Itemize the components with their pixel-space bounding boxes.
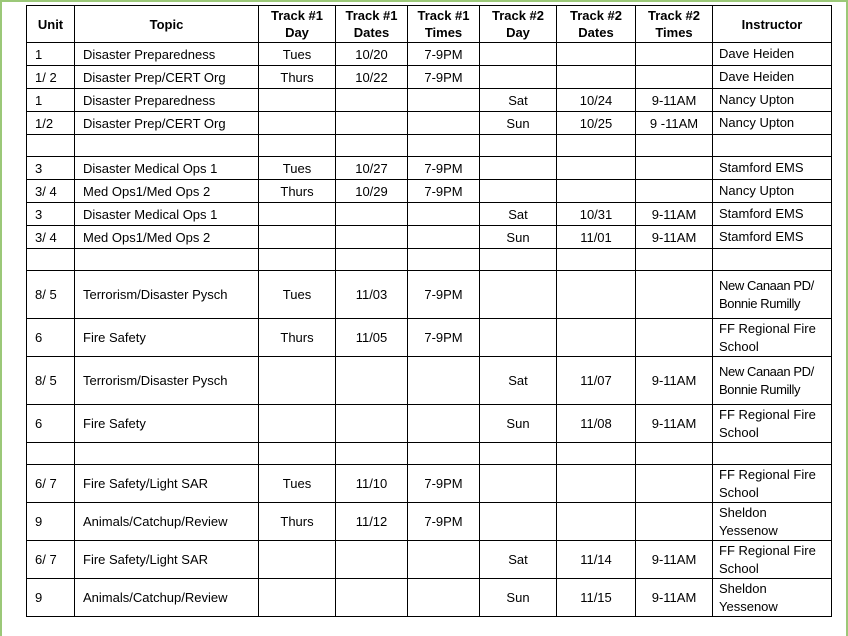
cell-instructor: FF Regional Fire School bbox=[713, 405, 832, 443]
page-border-left bbox=[0, 0, 2, 636]
cell-track2-dates: 10/24 bbox=[557, 89, 636, 112]
cell-track2-times bbox=[636, 180, 713, 203]
cell-instructor: Dave Heiden bbox=[713, 66, 832, 89]
table-row bbox=[27, 89, 832, 112]
cell-track1-day: Tues bbox=[259, 465, 336, 503]
cell-track2-day bbox=[480, 157, 557, 180]
cell-track1-day bbox=[259, 357, 336, 405]
cell-unit: 3 bbox=[27, 157, 75, 180]
cell-track2-dates: 11/08 bbox=[557, 405, 636, 443]
cell-track2-dates bbox=[557, 319, 636, 357]
cell-track2-day: Sun bbox=[480, 226, 557, 249]
page-border-top bbox=[0, 0, 848, 2]
cell-topic: Disaster Medical Ops 1 bbox=[75, 157, 259, 180]
cell-instructor: Dave Heiden bbox=[713, 43, 832, 66]
cell-track1-day bbox=[259, 226, 336, 249]
table-row bbox=[27, 503, 832, 541]
cell-track2-dates: 10/25 bbox=[557, 112, 636, 135]
cell-track1-times bbox=[408, 203, 480, 226]
cell-track1-times: 7-9PM bbox=[408, 180, 480, 203]
table-row bbox=[27, 226, 832, 249]
cell-track2-times: 9-11AM bbox=[636, 405, 713, 443]
cell-track1-times bbox=[408, 226, 480, 249]
cell-track2-dates: 11/15 bbox=[557, 579, 636, 617]
table-row bbox=[27, 249, 832, 271]
table-row bbox=[27, 43, 832, 66]
cell-unit: 9 bbox=[27, 579, 75, 617]
table-row bbox=[27, 465, 832, 503]
cell-track2-times: 9-11AM bbox=[636, 357, 713, 405]
cell-topic: Fire Safety bbox=[75, 405, 259, 443]
cell-track2-dates: 11/07 bbox=[557, 357, 636, 405]
cell-track2-times bbox=[636, 319, 713, 357]
cell-track2-dates: 10/31 bbox=[557, 203, 636, 226]
table-row bbox=[27, 157, 832, 180]
cell-track2-dates: 11/01 bbox=[557, 226, 636, 249]
cell-track1-times bbox=[408, 579, 480, 617]
table-row bbox=[27, 180, 832, 203]
cell-track1-times bbox=[408, 541, 480, 579]
schedule-table bbox=[26, 5, 832, 617]
cell-track1-times: 7-9PM bbox=[408, 465, 480, 503]
cell-track1-dates: 10/22 bbox=[336, 66, 408, 89]
cell-track2-dates bbox=[557, 43, 636, 66]
header-unit: Unit bbox=[27, 6, 75, 43]
cell-topic: Disaster Preparedness bbox=[75, 89, 259, 112]
cell-instructor: Stamford EMS bbox=[713, 203, 832, 226]
cell-track1-day bbox=[259, 203, 336, 226]
cell-track2-dates bbox=[557, 135, 636, 157]
cell-track1-day: Tues bbox=[259, 271, 336, 319]
cell-topic: Fire Safety/Light SAR bbox=[75, 465, 259, 503]
cell-track2-times bbox=[636, 43, 713, 66]
header-track2-dates: Track #2 Dates bbox=[557, 6, 636, 43]
cell-track1-times bbox=[408, 249, 480, 271]
header-instructor: Instructor bbox=[713, 6, 832, 43]
cell-track2-times bbox=[636, 249, 713, 271]
cell-track1-dates bbox=[336, 443, 408, 465]
cell-instructor: Stamford EMS bbox=[713, 226, 832, 249]
cell-topic bbox=[75, 249, 259, 271]
cell-track1-day bbox=[259, 249, 336, 271]
cell-track1-times bbox=[408, 89, 480, 112]
cell-track2-day bbox=[480, 135, 557, 157]
cell-track2-day: Sun bbox=[480, 112, 557, 135]
cell-instructor bbox=[713, 135, 832, 157]
cell-track1-day bbox=[259, 405, 336, 443]
cell-instructor: Nancy Upton bbox=[713, 180, 832, 203]
cell-unit: 8/ 5 bbox=[27, 271, 75, 319]
table-row bbox=[27, 405, 832, 443]
cell-topic: Disaster Prep/CERT Org bbox=[75, 66, 259, 89]
header-topic: Topic bbox=[75, 6, 259, 43]
cell-instructor: Nancy Upton bbox=[713, 89, 832, 112]
cell-instructor: FF Regional Fire School bbox=[713, 541, 832, 579]
cell-track2-times: 9-11AM bbox=[636, 203, 713, 226]
cell-unit: 3/ 4 bbox=[27, 180, 75, 203]
cell-track2-day: Sun bbox=[480, 405, 557, 443]
cell-track1-dates bbox=[336, 579, 408, 617]
cell-track1-day bbox=[259, 135, 336, 157]
cell-track1-times: 7-9PM bbox=[408, 319, 480, 357]
cell-unit: 3 bbox=[27, 203, 75, 226]
cell-track2-day bbox=[480, 66, 557, 89]
cell-track1-day: Thurs bbox=[259, 66, 336, 89]
cell-topic: Animals/Catchup/Review bbox=[75, 503, 259, 541]
header-track1-dates: Track #1 Dates bbox=[336, 6, 408, 43]
cell-track1-times: 7-9PM bbox=[408, 157, 480, 180]
table-row bbox=[27, 443, 832, 465]
cell-track1-times bbox=[408, 135, 480, 157]
cell-instructor: Stamford EMS bbox=[713, 157, 832, 180]
cell-track1-day: Tues bbox=[259, 43, 336, 66]
cell-unit bbox=[27, 249, 75, 271]
cell-instructor: Nancy Upton bbox=[713, 112, 832, 135]
cell-track2-times: 9-11AM bbox=[636, 541, 713, 579]
cell-topic: Terrorism/Disaster Pysch bbox=[75, 271, 259, 319]
cell-instructor bbox=[713, 249, 832, 271]
cell-topic: Med Ops1/Med Ops 2 bbox=[75, 226, 259, 249]
cell-track2-day bbox=[480, 43, 557, 66]
cell-instructor: New Canaan PD/ Bonnie Rumilly bbox=[713, 271, 832, 319]
cell-unit: 6/ 7 bbox=[27, 541, 75, 579]
cell-track1-dates bbox=[336, 541, 408, 579]
cell-track2-times: 9-11AM bbox=[636, 226, 713, 249]
cell-track2-day: Sat bbox=[480, 357, 557, 405]
cell-track2-times bbox=[636, 503, 713, 541]
cell-unit: 3/ 4 bbox=[27, 226, 75, 249]
schedule-body bbox=[27, 43, 832, 617]
cell-topic: Disaster Prep/CERT Org bbox=[75, 112, 259, 135]
cell-topic: Disaster Medical Ops 1 bbox=[75, 203, 259, 226]
table-row bbox=[27, 271, 832, 319]
cell-track2-day: Sun bbox=[480, 579, 557, 617]
cell-topic bbox=[75, 443, 259, 465]
cell-unit: 1 bbox=[27, 43, 75, 66]
cell-track1-times: 7-9PM bbox=[408, 503, 480, 541]
cell-unit: 6 bbox=[27, 405, 75, 443]
cell-track2-dates bbox=[557, 503, 636, 541]
cell-track1-dates bbox=[336, 203, 408, 226]
cell-instructor: FF Regional Fire School bbox=[713, 319, 832, 357]
cell-track1-dates: 11/12 bbox=[336, 503, 408, 541]
cell-track2-day: Sat bbox=[480, 203, 557, 226]
cell-topic: Med Ops1/Med Ops 2 bbox=[75, 180, 259, 203]
cell-track1-dates bbox=[336, 226, 408, 249]
cell-track1-dates: 10/27 bbox=[336, 157, 408, 180]
cell-track2-day bbox=[480, 443, 557, 465]
cell-track2-times: 9-11AM bbox=[636, 89, 713, 112]
cell-track2-day bbox=[480, 465, 557, 503]
cell-instructor: Sheldon Yessenow bbox=[713, 579, 832, 617]
cell-track2-times bbox=[636, 157, 713, 180]
cell-track2-day bbox=[480, 319, 557, 357]
cell-track1-dates: 11/10 bbox=[336, 465, 408, 503]
cell-track2-day bbox=[480, 503, 557, 541]
cell-track1-dates bbox=[336, 135, 408, 157]
cell-track1-dates: 11/05 bbox=[336, 319, 408, 357]
cell-track2-day bbox=[480, 180, 557, 203]
cell-track2-dates bbox=[557, 180, 636, 203]
cell-unit: 1/2 bbox=[27, 112, 75, 135]
table-row bbox=[27, 135, 832, 157]
cell-unit: 1 bbox=[27, 89, 75, 112]
cell-track1-day: Tues bbox=[259, 157, 336, 180]
cell-track1-times bbox=[408, 112, 480, 135]
cell-track2-times: 9-11AM bbox=[636, 579, 713, 617]
cell-track2-times bbox=[636, 135, 713, 157]
header-row bbox=[27, 6, 832, 43]
cell-unit: 8/ 5 bbox=[27, 357, 75, 405]
cell-track2-day: Sat bbox=[480, 89, 557, 112]
cell-unit: 9 bbox=[27, 503, 75, 541]
cell-track2-dates bbox=[557, 157, 636, 180]
cell-track2-dates bbox=[557, 66, 636, 89]
cell-topic: Fire Safety/Light SAR bbox=[75, 541, 259, 579]
cell-track2-dates bbox=[557, 271, 636, 319]
cell-instructor bbox=[713, 443, 832, 465]
cell-track1-dates bbox=[336, 405, 408, 443]
cell-topic: Disaster Preparedness bbox=[75, 43, 259, 66]
table-row bbox=[27, 112, 832, 135]
cell-track1-day bbox=[259, 541, 336, 579]
cell-track1-day: Thurs bbox=[259, 503, 336, 541]
cell-unit bbox=[27, 135, 75, 157]
cell-track2-times bbox=[636, 465, 713, 503]
header-track1-day: Track #1 Day bbox=[259, 6, 336, 43]
cell-topic bbox=[75, 135, 259, 157]
cell-track2-times: 9 -11AM bbox=[636, 112, 713, 135]
cell-track2-day bbox=[480, 271, 557, 319]
cell-track1-dates: 11/03 bbox=[336, 271, 408, 319]
cell-track1-dates bbox=[336, 112, 408, 135]
cell-track1-day: Thurs bbox=[259, 319, 336, 357]
cell-track1-dates: 10/20 bbox=[336, 43, 408, 66]
cell-track1-dates bbox=[336, 249, 408, 271]
header-track2-day: Track #2 Day bbox=[480, 6, 557, 43]
cell-unit: 6/ 7 bbox=[27, 465, 75, 503]
cell-unit bbox=[27, 443, 75, 465]
cell-instructor: New Canaan PD/ Bonnie Rumilly bbox=[713, 357, 832, 405]
cell-track1-dates: 10/29 bbox=[336, 180, 408, 203]
header-track2-times: Track #2 Times bbox=[636, 6, 713, 43]
table-row bbox=[27, 203, 832, 226]
cell-track1-day bbox=[259, 579, 336, 617]
cell-track1-day: Thurs bbox=[259, 180, 336, 203]
cell-track2-dates: 11/14 bbox=[557, 541, 636, 579]
cell-track2-day bbox=[480, 249, 557, 271]
cell-instructor: FF Regional Fire School bbox=[713, 465, 832, 503]
header-track1-times: Track #1 Times bbox=[408, 6, 480, 43]
cell-track2-dates bbox=[557, 465, 636, 503]
cell-instructor: Sheldon Yessenow bbox=[713, 503, 832, 541]
cell-track1-times: 7-9PM bbox=[408, 271, 480, 319]
cell-track2-times bbox=[636, 271, 713, 319]
table-row bbox=[27, 357, 832, 405]
cell-track1-times bbox=[408, 443, 480, 465]
table-row bbox=[27, 541, 832, 579]
cell-track1-times: 7-9PM bbox=[408, 43, 480, 66]
cell-track1-day bbox=[259, 443, 336, 465]
cell-topic: Terrorism/Disaster Pysch bbox=[75, 357, 259, 405]
cell-track1-dates bbox=[336, 357, 408, 405]
cell-track2-times bbox=[636, 66, 713, 89]
cell-track1-dates bbox=[336, 89, 408, 112]
cell-track1-day bbox=[259, 89, 336, 112]
cell-unit: 1/ 2 bbox=[27, 66, 75, 89]
cell-track1-times bbox=[408, 405, 480, 443]
table-row bbox=[27, 319, 832, 357]
table-row bbox=[27, 66, 832, 89]
cell-topic: Fire Safety bbox=[75, 319, 259, 357]
cell-track2-times bbox=[636, 443, 713, 465]
cell-track2-dates bbox=[557, 443, 636, 465]
cell-track2-dates bbox=[557, 249, 636, 271]
cell-topic: Animals/Catchup/Review bbox=[75, 579, 259, 617]
cell-track1-times: 7-9PM bbox=[408, 66, 480, 89]
table-row bbox=[27, 579, 832, 617]
cell-track1-day bbox=[259, 112, 336, 135]
cell-track1-times bbox=[408, 357, 480, 405]
cell-unit: 6 bbox=[27, 319, 75, 357]
cell-track2-day: Sat bbox=[480, 541, 557, 579]
